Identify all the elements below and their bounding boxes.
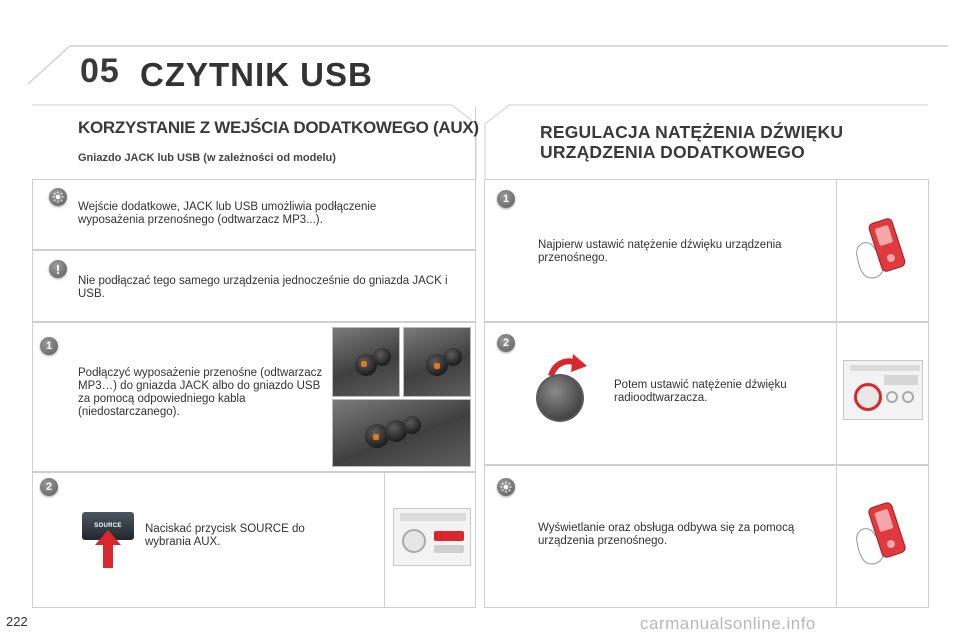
chapter-number: 05 bbox=[80, 52, 120, 90]
info-sun-icon bbox=[49, 188, 67, 206]
source-button-icon: SOURCE bbox=[82, 512, 134, 540]
left-step1-text: Podłączyć wyposażenie przenośne (odtwarzacz MP3…) do gniazda JACK albo do gniazdo USB za pomocą odpowiedniego kabla (niedostarczanego). bbox=[78, 367, 323, 418]
step-1-badge: 1 bbox=[40, 337, 58, 355]
jack-usb-photo-1 bbox=[332, 327, 400, 397]
right-section-title: REGULACJA NATĘŻENIA DŹWIĘKU URZĄDZENIA DODATKOWEGO bbox=[540, 122, 844, 162]
handheld-device-icon bbox=[853, 216, 915, 282]
left-info-text: Wejście dodatkowe, JACK lub USB umożliwia podłączenie wyposażenia przenośnego (odtwarzacz MP3...). bbox=[78, 201, 377, 226]
radio-unit-image-right bbox=[843, 360, 923, 420]
volume-knob-icon bbox=[533, 352, 591, 424]
radio-unit-image-left bbox=[393, 508, 471, 566]
right-step-1-badge: 1 bbox=[497, 190, 515, 208]
right-step-2-badge: 2 bbox=[497, 334, 515, 352]
warning-exclamation-icon: ! bbox=[49, 260, 67, 278]
right-step1-text: Najpierw ustawić natężenie dźwięku urządzenia przenośnego. bbox=[538, 239, 782, 264]
watermark: carmanualsonline.info bbox=[640, 614, 816, 633]
handheld-device-icon-2 bbox=[853, 500, 915, 568]
jack-usb-photo-2 bbox=[403, 327, 471, 397]
left-title-bracket bbox=[32, 104, 478, 180]
right-step2-text: Potem ustawić natężenie dźwięku radioodtwarzacza. bbox=[614, 379, 787, 404]
left-section-subtitle: Gniazdo JACK lub USB (w zależności od modelu) bbox=[78, 152, 336, 164]
page-number: 222 bbox=[6, 614, 28, 629]
step-2-badge: 2 bbox=[40, 478, 58, 496]
left-section-title: KORZYSTANIE Z WEJŚCIA DODATKOWEGO (AUX) bbox=[78, 118, 479, 137]
right-info-text: Wyświetlanie oraz obsługa odbywa się za pomocą urządzenia przenośnego. bbox=[538, 522, 795, 547]
jack-usb-photo-3 bbox=[332, 399, 471, 467]
page-title: CZYTNIK USB bbox=[140, 56, 373, 93]
right-info-sun-icon bbox=[497, 478, 515, 496]
arrow-up-icon bbox=[95, 530, 121, 568]
left-warning-text: Nie podłączać tego samego urządzenia jednocześnie do gniazda JACK i USB. bbox=[78, 275, 448, 300]
left-step2-text: Naciskać przycisk SOURCE do wybrania AUX. bbox=[145, 523, 305, 548]
